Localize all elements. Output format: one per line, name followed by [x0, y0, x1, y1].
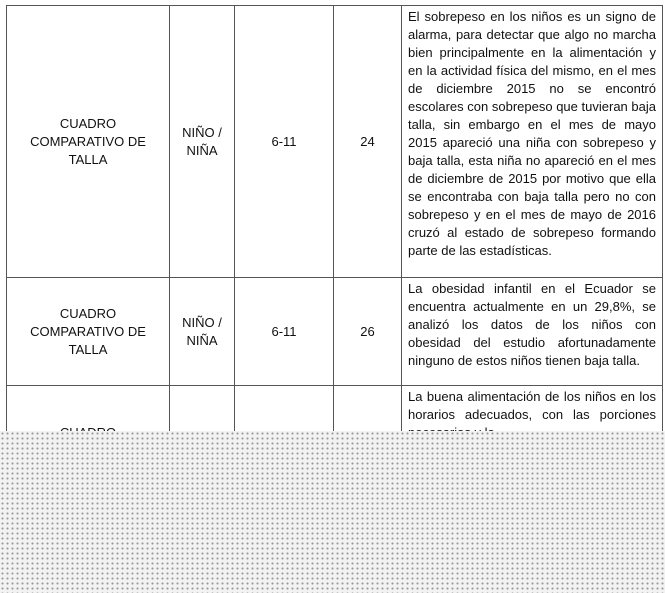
- row-description-text: La buena alimentación de los niños en los horarios adecuados, con las porciones: [408, 389, 656, 422]
- row-description: [402, 6, 663, 278]
- table-row: [7, 6, 663, 278]
- comparison-table: [6, 5, 663, 485]
- row-age-range: 6-11: [235, 6, 334, 278]
- row-age-range: 6-11: [235, 278, 334, 386]
- row-description-text: El sobrepeso en los niños es un signo de alarma, para detectar que algo no marcha bien principalmente en la alimentación y en la actividad física del mismo, en el mes de diciembre 2015 no se encontró escolares con sobrepeso que tuvieran baja talla, sin embargo en el mes de mayo 2015 apareció una niña con sobrepeso y baja talla, esta niña no apareció en el mes de diciembre de 2015 por motivo que ella se encontraba con baja talla pero no con sobrepeso y en el mes de mayo de 2016 cruzó al estado de sobrepeso formando parte de las estadísticas.: [408, 9, 656, 258]
- row-label: CUADRO COMPARATIVO DE TALLA: [7, 6, 170, 278]
- row-count: 24: [334, 6, 402, 278]
- table-row: [7, 278, 663, 386]
- row-gender: NIÑO / NIÑA: [170, 6, 235, 278]
- row-description-text: La obesidad infantil en el Ecuador se encuentra actualmente en un 29,8%, se analizó los datos de los niños con obesidad del estudio afortunadamente ninguno de estos niños tienen baja talla.: [408, 281, 656, 368]
- row-gender: NIÑO / NIÑA: [170, 278, 235, 386]
- dotted-overlay: [0, 431, 665, 593]
- row-label: CUADRO COMPARATIVO DE TALLA: [7, 278, 170, 386]
- row-count: 26: [334, 278, 402, 386]
- row-description: [402, 278, 663, 386]
